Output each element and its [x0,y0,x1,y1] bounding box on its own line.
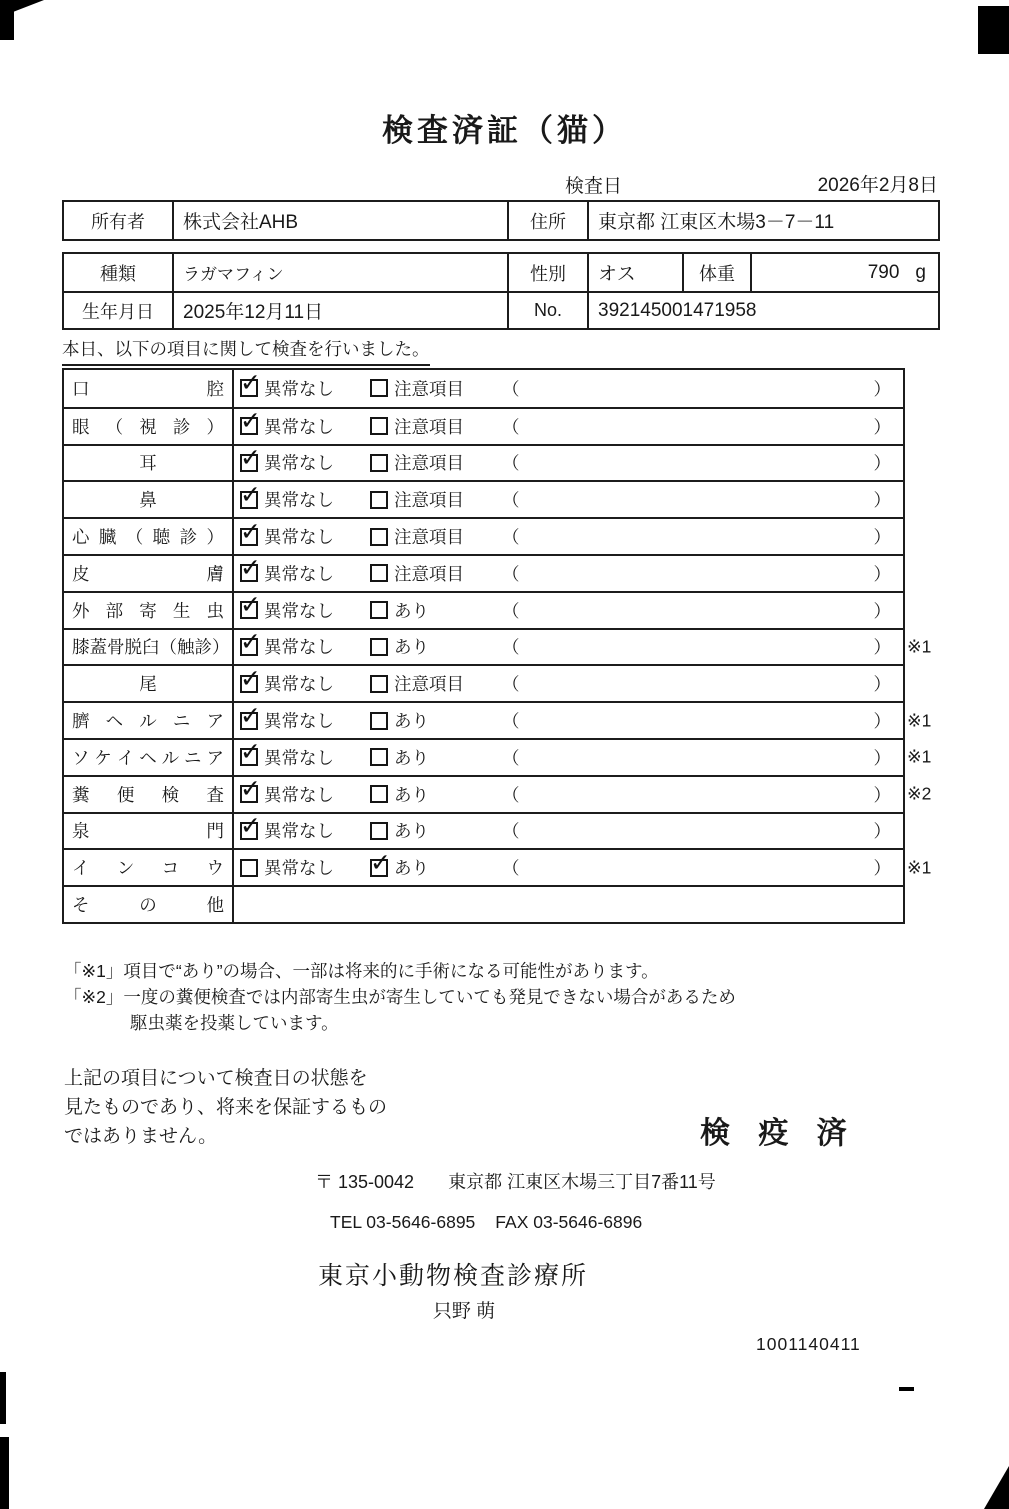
checklist-row [64,701,932,738]
checkbox-no-abnormality-icon [240,748,258,766]
footnotes [64,958,736,1036]
ok-label: 異常なし [264,858,334,879]
checklist-row [64,517,903,554]
close-paren: ） [873,711,891,732]
scan-artifact-top-left-2 [0,0,14,40]
checklist-row-content [234,814,903,849]
alt-label: 注意項目 [394,527,464,548]
close-paren: ） [873,490,891,511]
checklist-row [64,848,932,885]
checklist-row-content [234,482,903,517]
open-paren: （ [502,711,520,732]
alt-group [370,414,502,439]
quarantine-stamp: 検 疫 済 [700,1117,857,1150]
close-paren: ） [873,453,891,474]
ok-label: 異常なし [264,453,334,474]
checklist-row-content [234,703,903,738]
checkbox-present-icon [370,859,388,877]
open-paren: （ [502,858,520,879]
intro-sentence: 本日、以下の項目に関して検査を行いました。 [62,336,430,366]
ok-group [240,671,370,696]
footnote-mark: ※1 [907,710,932,731]
alt-group [370,598,502,623]
checklist-item-label-cell [64,666,234,701]
no-label: No. [507,293,587,328]
alt-group [370,524,502,549]
close-paren: ） [873,858,891,879]
disclaimer-line-2: 見たものであり、将来を保証するもの [64,1097,388,1118]
ok-label: 異常なし [264,674,334,695]
ok-group [240,414,370,439]
checklist-item-label: 心 臓 （ 聴 診 ） [72,527,224,548]
weight-label: 体重 [682,254,750,291]
checklist-row-content [234,740,903,775]
checklist-table [62,368,932,924]
ok-label: 異常なし [264,600,334,621]
checklist-item-label-cell [64,887,234,922]
checklist-item-label-cell [64,556,234,591]
ok-group [240,487,370,512]
checklist-item-label: 耳 [139,453,157,474]
checklist-row-content [234,850,903,885]
checklist-row [64,738,932,775]
ok-group [240,782,370,807]
clinic-fax: FAX 03-5646-6896 [495,1212,643,1232]
checkbox-no-abnormality-icon [240,712,258,730]
checklist-item-label: 膝 蓋 骨 脱 臼 （ 触 診 ） [72,637,230,658]
ok-label: 異常なし [264,711,334,732]
ok-label: 異常なし [264,490,334,511]
checklist-item-label: 泉 門 [72,821,224,842]
weight-value-cell [750,254,938,291]
ok-label: 異常なし [264,747,334,768]
veterinarian-name: 只野 萌 [432,1301,496,1322]
alt-label: あり [394,858,429,879]
checkbox-present-icon [370,564,388,582]
ok-label: 異常なし [264,821,334,842]
checkbox-present-icon [370,638,388,656]
document-code: 1001140411 [756,1334,861,1354]
checklist-item-label-cell [64,630,234,665]
checklist-item-label: そ の 他 [72,895,224,916]
ok-label: 異常なし [264,378,334,399]
ok-label: 異常なし [264,527,334,548]
checkbox-present-icon [370,379,388,397]
footnote-2: 「※2」一度の糞便検査では内部寄生虫が寄生していても発見できない場合があるため [64,987,736,1007]
footnote-mark: ※1 [907,636,932,657]
alt-label: 注意項目 [394,453,464,474]
postal-code: 〒 135-0042 [315,1172,415,1192]
checklist-row-content [234,409,903,444]
checklist-item-label: 臍 ヘ ル ニ ア [72,711,224,732]
sex-value: オス [587,254,682,291]
address-label: 住所 [507,202,587,239]
alt-group [370,634,502,659]
clinic-tel: TEL 03-5646-6895 [330,1212,476,1232]
alt-group [370,855,502,880]
checklist-row [64,628,932,665]
alt-label: あり [394,711,429,732]
alt-label: 注意項目 [394,563,464,584]
close-paren: ） [873,600,891,621]
checklist-row [64,775,932,812]
checkbox-no-abnormality-icon [240,564,258,582]
ok-group [240,376,370,401]
checklist-row-content [234,556,903,591]
open-paren: （ [502,378,520,399]
checkbox-no-abnormality-icon [240,785,258,803]
checklist-row-content [234,777,903,812]
disclaimer [64,1064,387,1151]
owner-row [64,202,938,239]
checklist-row [64,554,903,591]
checkbox-present-icon [370,822,388,840]
checklist-row-content [234,519,903,554]
ok-group [240,855,370,880]
checklist-item-label-cell [64,482,234,517]
ok-label: 異常なし [264,637,334,658]
checklist-item-label: 外 部 寄 生 虫 [72,600,224,621]
checklist-item-label: 鼻 [139,490,157,511]
checklist-row-content [234,666,903,701]
checkbox-no-abnormality-icon [240,859,258,877]
checklist-row [64,480,903,517]
page-title: 検査済証（猫） [382,113,627,148]
clinic-name: 東京小動物検査診療所 [318,1262,589,1290]
checklist-item-label: 皮 膚 [72,563,224,584]
close-paren: ） [873,527,891,548]
checklist-row-content [234,446,903,481]
checklist-row [64,664,903,701]
alt-group [370,671,502,696]
alt-label: 注意項目 [394,378,464,399]
open-paren: （ [502,600,520,621]
clinic-address-line [315,1168,716,1194]
sex-label: 性別 [507,254,587,291]
alt-group [370,561,502,586]
weight-value: 790 [867,261,900,283]
checklist-row [64,370,903,407]
checklist-item-label-cell [64,703,234,738]
open-paren: （ [502,416,520,437]
alt-label: あり [394,784,429,805]
alt-label: あり [394,747,429,768]
checklist-row-content [234,630,903,665]
birth-row [64,291,938,328]
open-paren: （ [502,747,520,768]
alt-group [370,782,502,807]
checklist-item-label-cell [64,446,234,481]
checklist-item-label-cell [64,593,234,628]
open-paren: （ [502,674,520,695]
checklist-item-label-cell [64,850,234,885]
clinic-address: 東京都 江東区木場三丁目7番11号 [448,1172,716,1192]
ok-group [240,598,370,623]
alt-group [370,745,502,770]
breed-row [64,254,938,291]
close-paren: ） [873,674,891,695]
alt-group [370,818,502,843]
open-paren: （ [502,784,520,805]
scan-artifact-top-right [978,6,1009,54]
alt-label: あり [394,821,429,842]
ok-label: 異常なし [264,784,334,805]
checklist-row [64,407,903,444]
checkbox-present-icon [370,748,388,766]
close-paren: ） [873,637,891,658]
checkbox-no-abnormality-icon [240,822,258,840]
open-paren: （ [502,527,520,548]
open-paren: （ [502,637,520,658]
scan-artifact-dash [899,1387,914,1391]
ok-group [240,561,370,586]
checkbox-no-abnormality-icon [240,528,258,546]
owner-value: 株式会社AHB [172,202,507,239]
checklist-item-label: イ ン コ ウ [72,858,224,879]
ok-label: 異常なし [264,563,334,584]
checklist-item-label: ソ ケ イ ヘ ル ニ ア [72,747,224,768]
disclaimer-line-1: 上記の項目について検査日の状態を [64,1068,368,1089]
ok-group [240,745,370,770]
alt-label: 注意項目 [394,674,464,695]
clinic-contact-line [330,1212,642,1233]
alt-group [370,376,502,401]
checklist-item-label: 尾 [139,674,157,695]
close-paren: ） [873,416,891,437]
birth-label: 生年月日 [82,301,154,322]
weight-unit: g [915,261,926,283]
checkbox-present-icon [370,454,388,472]
owner-label: 所有者 [91,211,145,232]
open-paren: （ [502,453,520,474]
checkbox-present-icon [370,528,388,546]
breed-value: ラガマフィン [172,254,507,291]
checklist-row [64,444,903,481]
checklist-item-label: 眼 （ 視 診 ） [72,416,224,437]
checklist-item-label-cell [64,777,234,812]
no-value: 392145001471958 [587,293,938,328]
address-value: 東京都 江東区木場3－7－11 [587,202,938,239]
checklist-item-label-cell [64,409,234,444]
close-paren: ） [873,821,891,842]
checkbox-present-icon [370,712,388,730]
footnote-1: 「※1」項目で“あり”の場合、一部は将来的に手術になる可能性があります。 [64,961,659,981]
alt-group [370,487,502,512]
checkbox-present-icon [370,491,388,509]
checklist-item-label: 口 腔 [72,378,224,399]
scan-artifact-left-bar-1 [0,1372,6,1424]
close-paren: ） [873,563,891,584]
checklist-row [64,591,903,628]
open-paren: （ [502,490,520,511]
checkbox-no-abnormality-icon [240,454,258,472]
disclaimer-line-3: ではありません。 [64,1126,218,1147]
checkbox-no-abnormality-icon [240,417,258,435]
alt-label: あり [394,600,429,621]
footnote-2b: 駆虫薬を投薬しています。 [130,1013,339,1033]
open-paren: （ [502,821,520,842]
checklist-item-label-cell [64,519,234,554]
checkbox-present-icon [370,417,388,435]
animal-table [62,252,940,330]
checklist-item-label-cell [64,370,234,407]
scan-artifact-left-bar-2 [0,1437,9,1509]
alt-group [370,708,502,733]
ok-label: 異常なし [264,416,334,437]
ok-group [240,524,370,549]
owner-table [62,200,940,241]
ok-group [240,708,370,733]
checkbox-no-abnormality-icon [240,675,258,693]
checklist-row-content [234,370,903,407]
ok-group [240,818,370,843]
close-paren: ） [873,784,891,805]
alt-label: 注意項目 [394,416,464,437]
checkbox-present-icon [370,601,388,619]
checkbox-no-abnormality-icon [240,638,258,656]
inspection-date-label: 検査日 [565,176,623,197]
checkbox-present-icon [370,675,388,693]
footnote-mark: ※1 [907,746,932,767]
close-paren: ） [873,747,891,768]
footnote-mark: ※2 [907,783,932,804]
breed-label: 種類 [100,263,136,284]
close-paren: ） [873,378,891,399]
checkbox-no-abnormality-icon [240,601,258,619]
alt-label: 注意項目 [394,490,464,511]
birth-value: 2025年12月11日 [172,293,507,328]
alt-group [370,450,502,475]
ok-group [240,450,370,475]
alt-label: あり [394,637,429,658]
checklist-row [64,812,903,849]
footnote-mark: ※1 [907,857,932,878]
checklist-row [64,885,903,922]
scan-artifact-bottom-right [984,1466,1009,1509]
checkbox-present-icon [370,785,388,803]
checklist-item-label-cell [64,740,234,775]
open-paren: （ [502,563,520,584]
checkbox-no-abnormality-icon [240,379,258,397]
inspection-date-value: 2026年2月8日 [817,175,938,196]
checklist-item-label: 糞 便 検 査 [72,784,224,805]
checklist-row-content [234,593,903,628]
ok-group [240,634,370,659]
checklist-item-label-cell [64,814,234,849]
checkbox-no-abnormality-icon [240,491,258,509]
